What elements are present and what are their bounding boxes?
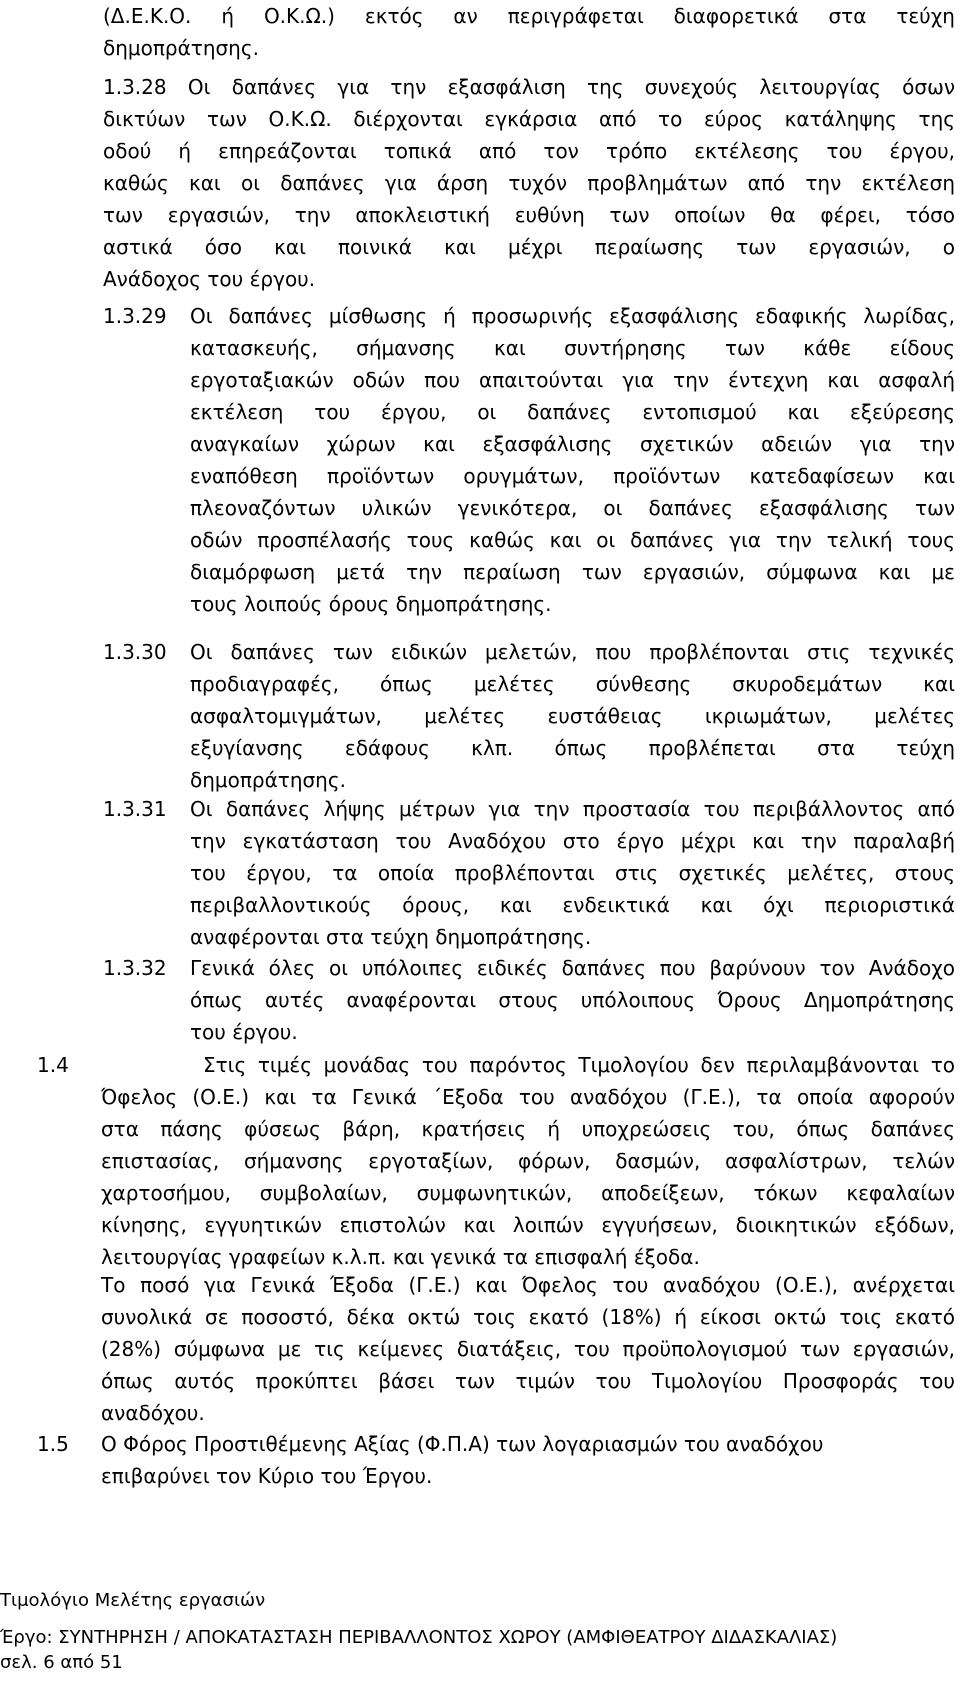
text-line: Οι δαπάνες μίσθωσης ή προσωρινής εξασφάλισης εδαφικής λωρίδας,	[190, 304, 955, 328]
text-line: αναδόχου.	[101, 1401, 205, 1425]
footer-page-number: σελ. 6 από 51	[0, 1652, 123, 1673]
text-line: οδών προσπέλασής τους καθώς και οι δαπάνες για την τελική τους	[190, 528, 955, 552]
text-line: τους λοιπούς όρους δημοπράτησης.	[190, 592, 552, 616]
footer-project: Έργο: ΣΥΝΤΗΡΗΣΗ / ΑΠΟΚΑΤΑΣΤΑΣΗ ΠΕΡΙΒΑΛΛΟΝΤΟΣ ΧΩΡΟΥ (ΑΜΦΙΘΕΑΤΡΟΥ ΔΙΔΑΣΚΑΛΙΑΣ)	[0, 1627, 838, 1648]
text-line: του έργου, τα οποία προβλέπονται στις σχετικές μελέτες, στους	[190, 861, 955, 885]
text-line: ασφαλτομιγμάτων, μελέτες ευστάθειας ικριωμάτων, μελέτες	[190, 704, 955, 728]
text-line: χαρτοσήμου, συμβολαίων, συμφωνητικών, αποδείξεων, τόκων κεφαλαίων	[101, 1181, 955, 1205]
text-line: προδιαγραφές, όπως μελέτες σύνθεσης σκυροδεμάτων και	[190, 672, 955, 696]
text-line: την εγκατάσταση του Αναδόχου στο έργο μέχρι και την παραλαβή	[190, 829, 955, 853]
text-line: Το ποσό για Γενικά Έξοδα (Γ.Ε.) και Όφελος του αναδόχου (Ο.Ε.), ανέρχεται	[101, 1273, 955, 1297]
text-line: όπως αυτός προκύπτει βάσει των τιμών του Τιμολογίου Προσφοράς του	[101, 1369, 955, 1393]
text-line: Γενικά όλες οι υπόλοιπες ειδικές δαπάνες που βαρύνουν τον Ανάδοχο	[190, 956, 955, 980]
text-line: όπως αυτές αναφέρονται στους υπόλοιπους Όρους Δημοπράτησης	[190, 988, 955, 1012]
text-line: εναπόθεση προϊόντων ορυγμάτων, προϊόντων κατεδαφίσεων και	[190, 464, 955, 488]
text-line: κίνησης, εγγυητικών επιστολών και λοιπών εγγυήσεων, διοικητικών εξόδων,	[101, 1213, 955, 1237]
text-line: των εργασιών, την αποκλειστική ευθύνη των οποίων θα φέρει, τόσο	[103, 203, 955, 227]
text-line: Οι δαπάνες των ειδικών μελετών, που προβλέπονται στις τεχνικές	[190, 640, 955, 664]
text-line: πλεοναζόντων υλικών γενικότερα, οι δαπάνες εξασφάλισης των	[190, 496, 955, 520]
text-line: εκτέλεση του έργου, οι δαπάνες εντοπισμού και εξεύρεσης	[190, 400, 955, 424]
text-line: αστικά όσο και ποινικά και μέχρι περαίωσης των εργασιών, ο	[103, 235, 955, 259]
item-1-3-28	[103, 71, 955, 295]
continuation-paragraph	[103, 0, 955, 64]
text-line: εργοταξιακών οδών που απαιτούνται για την έντεχνη και ασφαλή	[190, 368, 955, 392]
text-line: κατασκευής, σήμανσης και συντήρησης των κάθε είδους	[190, 336, 955, 360]
text-line: επιβαρύνει τον Κύριο του Έργου.	[101, 1464, 433, 1488]
section-1-4-first-line	[203, 1049, 955, 1081]
text-line: (Δ.Ε.Κ.Ο. ή Ο.Κ.Ω.) εκτός αν περιγράφεται διαφορετικά στα τεύχη	[103, 4, 955, 28]
text-line: του έργου.	[190, 1020, 298, 1044]
item-1-3-29	[190, 300, 955, 620]
text-line: οδού ή επηρεάζονται τοπικά από τον τρόπο εκτέλεσης του έργου,	[103, 139, 955, 163]
item-number: 1.3.29	[103, 304, 167, 328]
text-line: (28%) σύμφωνα με τις κείμενες διατάξεις, του προϋπολογισμού των εργασιών,	[101, 1337, 955, 1361]
item-number: 1.3.31	[103, 797, 167, 821]
item-1-3-30	[190, 636, 955, 796]
item-first-line	[103, 71, 955, 103]
item-1-3-31	[190, 793, 955, 953]
page-footer	[0, 1588, 955, 1675]
text-line: στα πάσης φύσεως βάρη, κρατήσεις ή υποχρεώσεις του, όπως δαπάνες	[101, 1117, 955, 1141]
section-number: 1.4	[37, 1053, 69, 1077]
item-text: Οι δαπάνες για την εξασφάλιση της συνεχούς λειτουργίας όσων	[187, 75, 956, 99]
text-line: καθώς και οι δαπάνες για άρση τυχόν προβλημάτων από την εκτέλεση	[103, 171, 955, 195]
section-1-5-paragraph	[101, 1428, 901, 1492]
text-line: εξυγίανσης εδάφους κλπ. όπως προβλέπεται στα τεύχη	[190, 736, 955, 760]
text-line: αναγκαίων χώρων και εξασφάλισης σχετικών αδειών για την	[190, 432, 955, 456]
section-1-4-paragraph	[101, 1081, 955, 1273]
text-line: συνολικά σε ποσοστό, δέκα οκτώ τοις εκατό (18%) ή είκοσι οκτώ τοις εκατό	[101, 1305, 955, 1329]
text-line: διαμόρφωση μετά την περαίωση των εργασιών, σύμφωνα και με	[190, 560, 955, 584]
text-line: Όφελος (Ο.Ε.) και τα Γενικά ΄Εξοδα του αναδόχου (Γ.Ε.), τα οποία αφορούν	[101, 1085, 955, 1109]
text-line: Στις τιμές μονάδας του παρόντος Τιμολογίου δεν περιλαμβάνονται το	[203, 1053, 955, 1077]
text-line: Οι δαπάνες λήψης μέτρων για την προστασία του περιβάλλοντος από	[190, 797, 955, 821]
section-1-4-paragraph-2	[101, 1269, 955, 1429]
text-line: δικτύων των Ο.Κ.Ω. διέρχονται εγκάρσια από το εύρος κατάληψης της	[103, 107, 955, 131]
footer-title: Τιμολόγιο Μελέτης εργασιών	[0, 1590, 266, 1611]
item-number: 1.3.28	[103, 75, 167, 99]
section-number: 1.5	[37, 1432, 69, 1456]
text-line: επιστασίας, σήμανσης εργοταξίων, φόρων, δασμών, ασφαλίστρων, τελών	[101, 1149, 955, 1173]
text-line: Ανάδοχος του έργου.	[103, 267, 316, 291]
item-number: 1.3.30	[103, 640, 167, 664]
text-line: λειτουργίας γραφείων κ.λ.π. και γενικά τα επισφαλή έξοδα.	[101, 1245, 700, 1269]
text-line: Ο Φόρος Προστιθέμενης Αξίας (Φ.Π.Α) των λογαριασμών του αναδόχου	[101, 1432, 824, 1456]
text-line: δημοπράτησης.	[190, 768, 346, 792]
item-number: 1.3.32	[103, 956, 167, 980]
text-line: δημοπράτησης.	[103, 36, 259, 60]
item-1-3-32	[190, 952, 955, 1048]
text-line: περιβαλλοντικούς όρους, και ενδεικτικά και όχι περιοριστικά	[190, 893, 955, 917]
text-line: αναφέρονται στα τεύχη δημοπράτησης.	[190, 925, 592, 949]
